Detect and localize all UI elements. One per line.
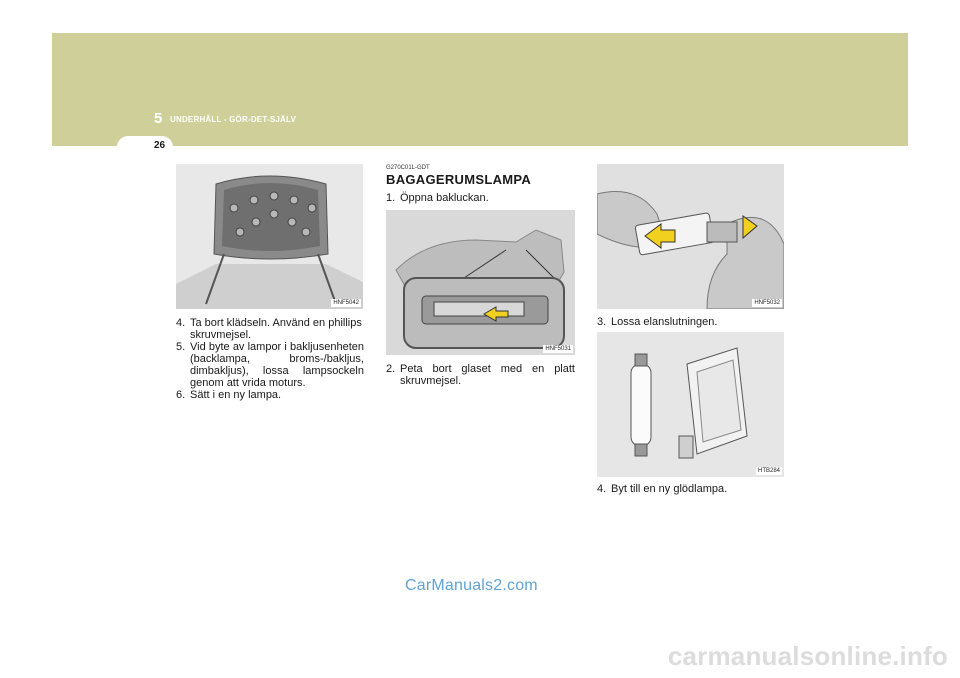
image-code: HNF5042 <box>333 300 359 306</box>
section-heading: BAGAGERUMSLAMPA <box>386 172 532 187</box>
step-item: 2. Peta bort glaset med en platt skruvmejsel. <box>386 363 575 387</box>
lamp-removal-photo <box>597 164 784 309</box>
step-item: 4. Byt till en ny glödlampa. <box>597 483 728 495</box>
footer-watermark: carmanualsonline.info <box>667 641 948 671</box>
page-number: 26 <box>154 140 166 151</box>
image-code: HNF5031 <box>545 346 571 352</box>
section-number: 5 <box>154 110 163 127</box>
image-code: HTB284 <box>757 468 780 474</box>
car-trunk-photo <box>386 210 575 355</box>
step-item: 3. Lossa elanslutningen. <box>597 316 718 328</box>
header-band <box>52 33 908 146</box>
step-item: 4. Ta bort klädseln. Använd en phillips skruvmejsel. <box>176 317 362 341</box>
section-title: UNDERHÅLL - GÖR-DET-SJÄLV <box>170 115 297 124</box>
step-item: 6. Sätt i en ny lampa. <box>176 389 282 401</box>
lamp-unit-photo <box>597 332 784 477</box>
step-item: 1. Öppna bakluckan. <box>386 192 489 204</box>
step-item: 5. Vid byte av lampor i bakljusenheten (backlampa, broms-/bakljus, dimbakljus), lossa lampsockeln genom att vrida moturs. <box>176 341 364 389</box>
section-code: G270C01L-GDT <box>386 165 430 171</box>
left-steps <box>176 317 364 401</box>
image-code: HNF5032 <box>754 300 780 306</box>
watermark-link[interactable]: CarManuals2.com <box>405 577 538 594</box>
trunk-lid-photo <box>176 164 363 309</box>
